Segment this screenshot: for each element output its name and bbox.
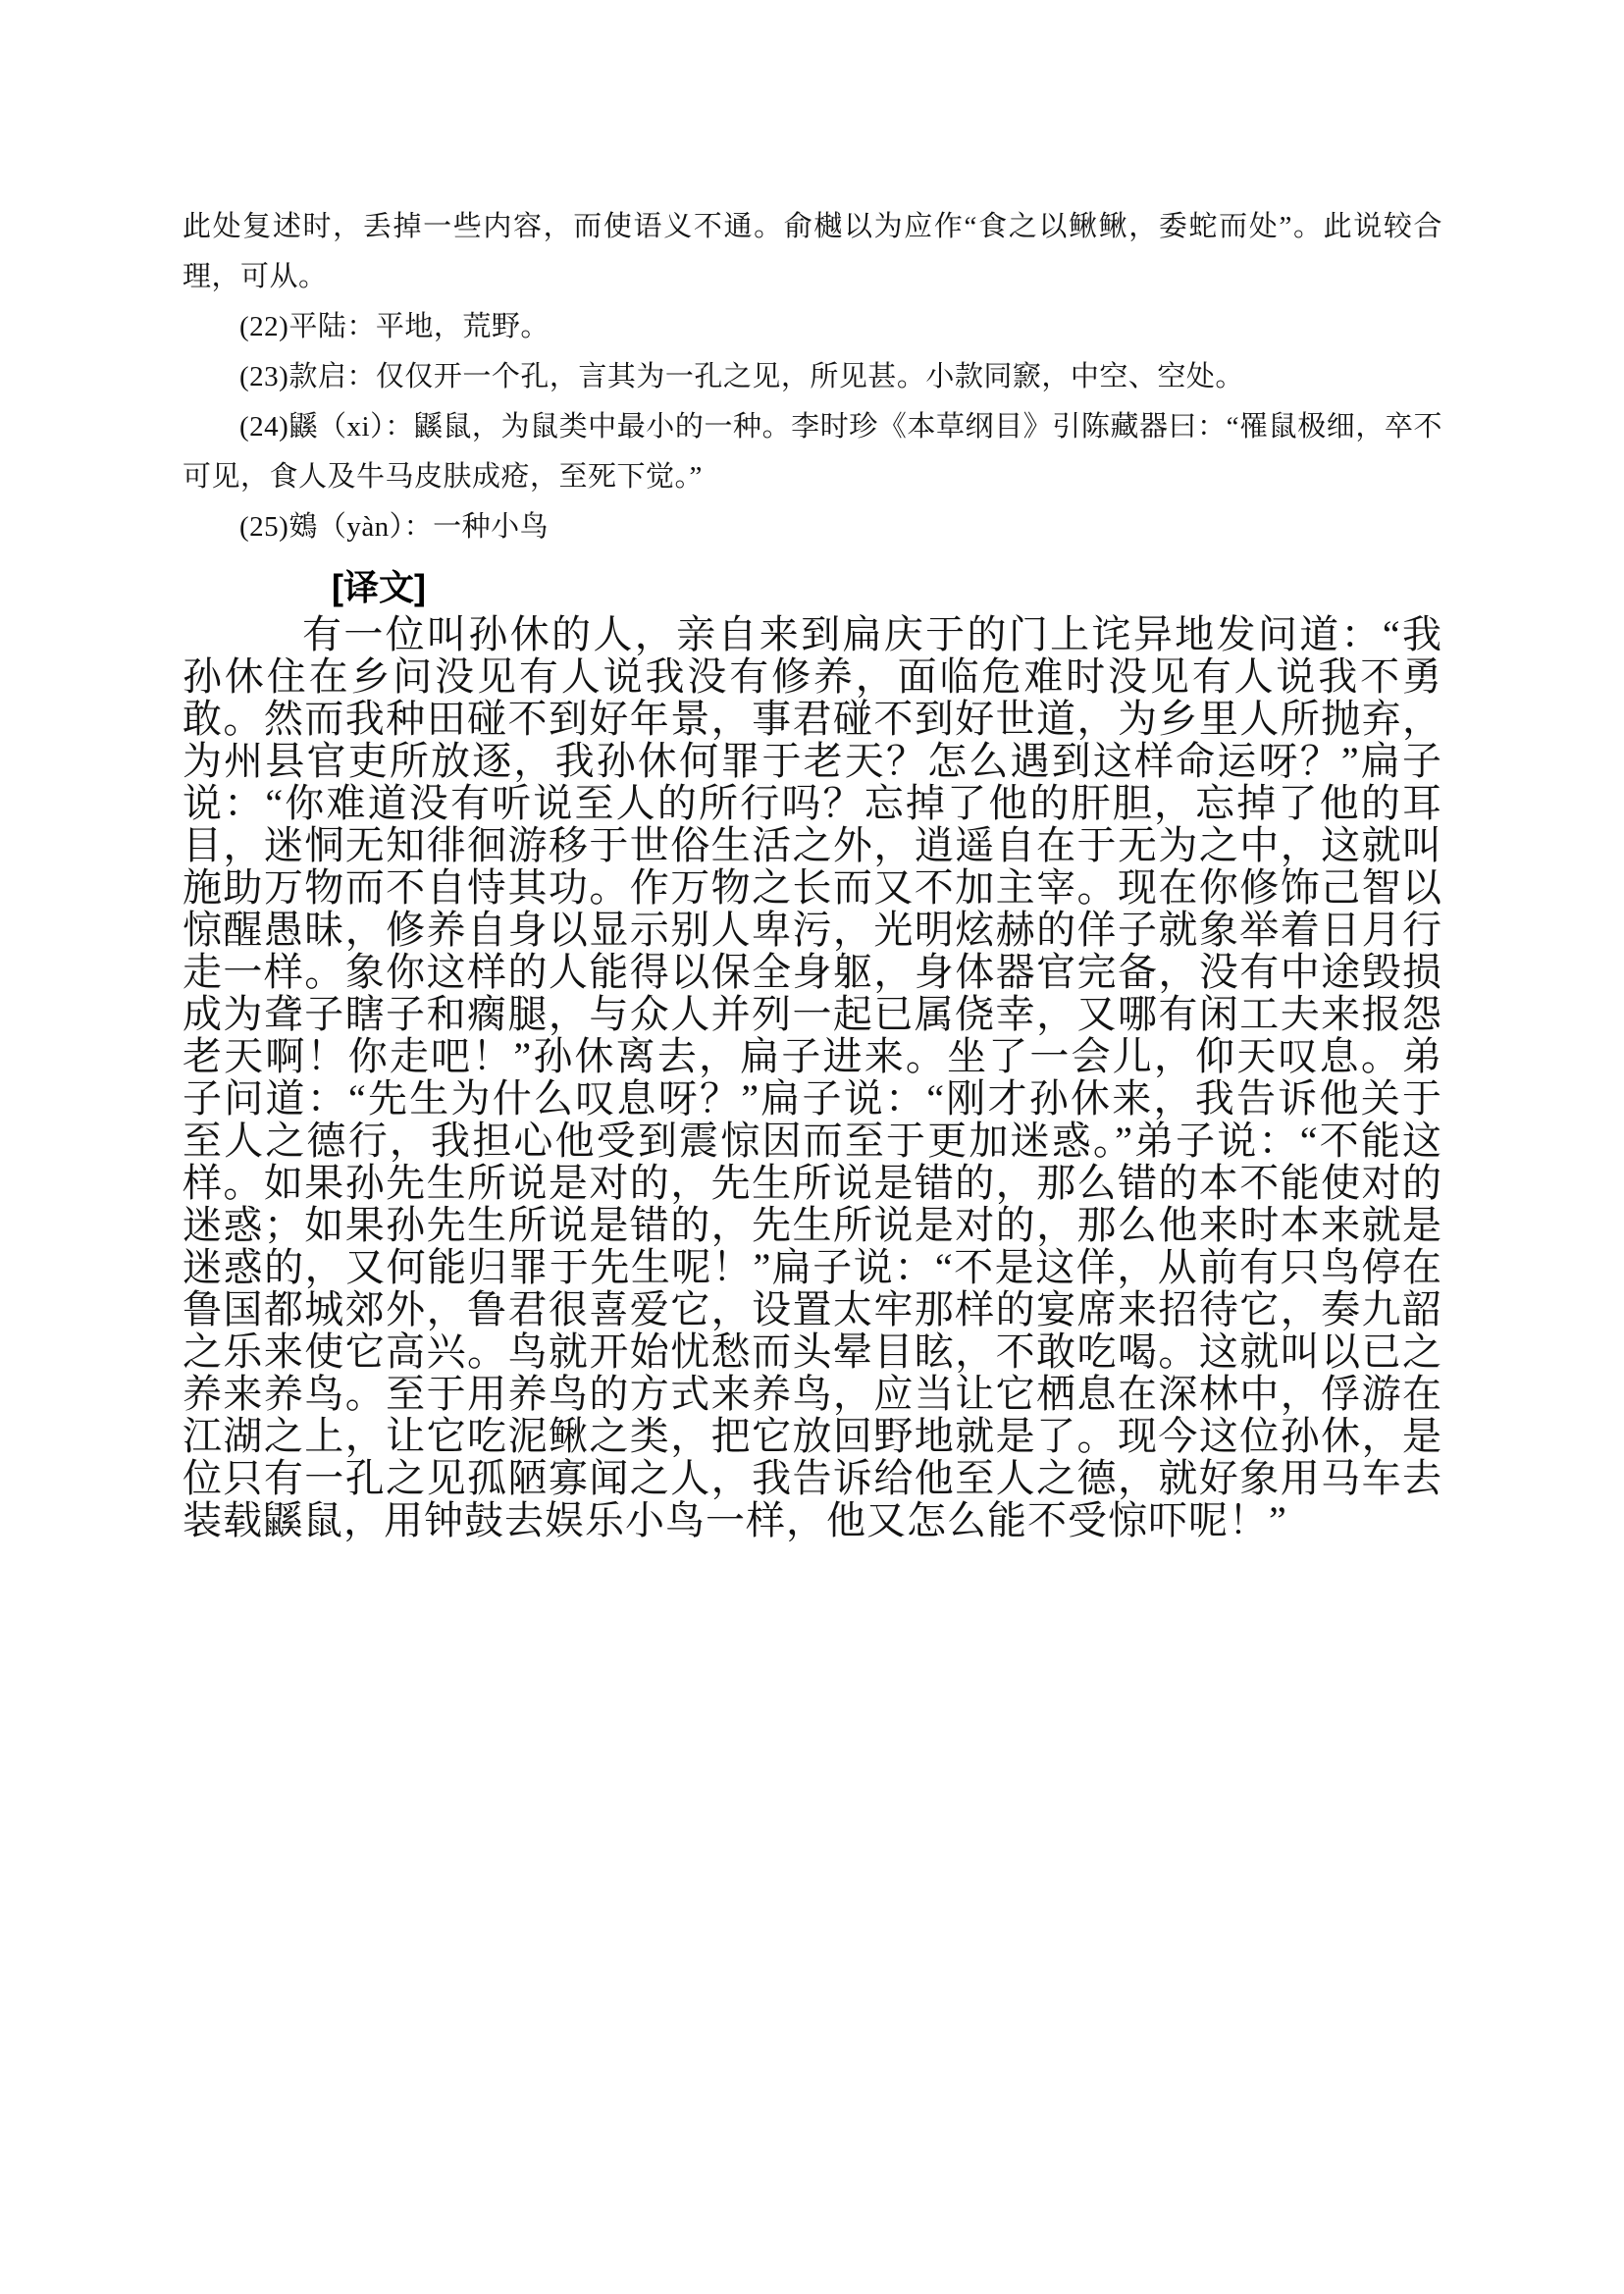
page-content bbox=[183, 202, 1442, 1541]
translation-heading: [译文] bbox=[332, 567, 426, 607]
translation-paragraph: 有一位叫孙休的人，亲自来到扁庆于的门上诧异地发问道：“我孙休住在乡问没见有人说我没有修养，面临危难时没见有人说我不勇敢。然而我种田碰不到好年景，事君碰不到好世道，为乡里人所抛弃，为州县官吏所放逐，我孙休何罪于老天？怎么遇到这样命运呀？”扁子说：“你难道没有听说至人的所行吗？忘掉了他的肝胆，忘掉了他的耳目，迷恫无知徘徊游移于世俗生活之外，逍遥自在于无为之中，这就叫施助万物而不自恃其功。作万物之长而又不加主宰。现在你修饰己智以惊醒愚昧，修养自身以显示别人卑污，光明炫赫的佯子就象举着日月行走一样。象你这样的人能得以保全身躯，身体器官完备，没有中途毁损成为聋子瞎子和瘸腿，与众人并列一起已属侥幸，又哪有闲工夫来报怨老天啊！你走吧！”孙休离去，扁子进来。坐了一会儿，仰天叹息。弟子问道：“先生为什么叹息呀？”扁子说：“刚才孙休来，我告诉他关于至人之德行，我担心他受到震惊因而至于更加迷惑。”弟子说：“不能这样。如果孙先生所说是对的，先生所说是错的，那么错的本不能使对的迷惑；如果孙先生所说是错的，先生所说是对的，那么他来时本来就是迷惑的，又何能归罪于先生呢！”扁子说：“不是这佯，从前有只鸟停在鲁国都城郊外，鲁君很喜爱它，设置太牢那样的宴席来招待它，奏九韶之乐来使它高兴。鸟就开始忧愁而头晕目眩，不敢吃喝。这就叫以已之养来养鸟。至于用养鸟的方式来养鸟，应当让它栖息在深林中，俘游在江湖之上，让它吃泥鳅之类，把它放回野地就是了。现今这位孙休，是位只有一孔之见孤陋寡闻之人，我告诉给他至人之德，就好象用马车去装载鼷鼠，用钟鼓去娱乐小鸟一样，他又怎么能不受惊吓呢！” bbox=[183, 612, 1442, 1542]
annotation-25: (25)鴳（yàn）：一种小鸟 bbox=[239, 511, 550, 543]
annotation-continuation: 此处复述时，丢掉一些内容，而使语义不通。俞樾以为应作“食之以鳅鳅，委蛇而处”。此说较合理，可从。 bbox=[183, 211, 1442, 292]
annotations-section bbox=[183, 202, 1442, 552]
annotation-23: (23)款启：仅仅开一个孔，言其为一孔之见，所见甚。小款同窾，中空、空处。 bbox=[239, 361, 1244, 392]
annotation-24: (24)鼷（xi）：鼷鼠，为鼠类中最小的一种。李时珍《本草纲目》引陈藏器曰：“罹鼠极细，卒不可见，食人及牛马皮肤成疮，至死下觉。” bbox=[183, 411, 1442, 493]
annotation-22: (22)平陆：平地，荒野。 bbox=[239, 311, 550, 342]
